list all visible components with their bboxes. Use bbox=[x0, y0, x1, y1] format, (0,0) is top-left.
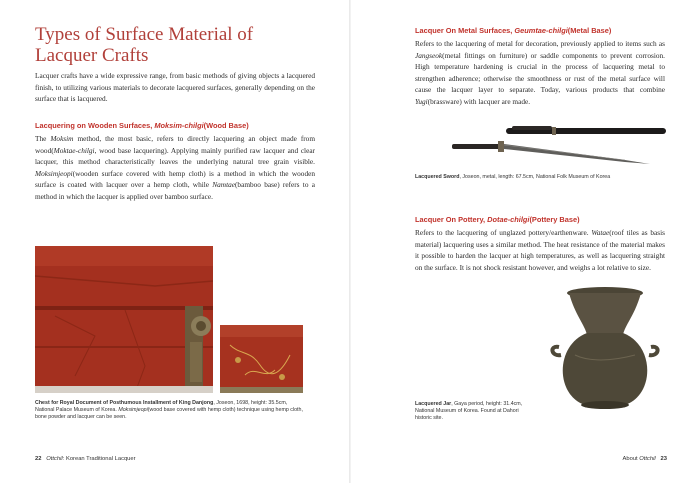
sword-photo bbox=[450, 120, 670, 170]
wood-section-body bbox=[35, 133, 315, 203]
text: Refers to the lacquering of metal for decoration, previously applied to items such as bbox=[415, 39, 665, 48]
book-subtitle: : Korean Traditional Lacquer bbox=[62, 456, 136, 462]
metal-section-body bbox=[415, 38, 665, 108]
term: Moktae-chilgi bbox=[53, 145, 95, 155]
metal-heading-suffix: (Metal Base) bbox=[567, 26, 612, 35]
chest-detail-photo bbox=[220, 325, 303, 393]
term: Watae bbox=[591, 228, 610, 237]
caption-title: Lacquered Jar bbox=[415, 401, 452, 407]
page-number: 22 bbox=[35, 456, 42, 462]
caption-text: , Joseon, metal, length: 67.5cm, National Folk Museum of Korea bbox=[459, 174, 611, 180]
caption-title: Chest for Royal Document of Posthumous Installment of King Danjong bbox=[35, 400, 214, 406]
left-footer bbox=[35, 456, 136, 462]
sword-caption bbox=[415, 174, 675, 181]
page-gutter bbox=[349, 0, 351, 483]
chest-photo bbox=[35, 246, 213, 393]
wood-section-heading bbox=[35, 121, 325, 130]
caption-term: Moksimjeopi bbox=[118, 407, 148, 413]
page-number: 23 bbox=[660, 456, 667, 462]
pottery-section-body bbox=[415, 227, 665, 273]
chest-caption bbox=[35, 400, 305, 421]
caption-text: , Gaya period, height: 31.4cm, National Museum of Korea. Found at Dahori historic site. bbox=[415, 401, 523, 421]
jar-caption bbox=[415, 401, 530, 422]
term: Yugi bbox=[415, 96, 428, 106]
term: Namtae bbox=[212, 180, 235, 190]
book-title: Ottchil bbox=[639, 456, 656, 462]
text: (bamboo base) refers to a method in which the lacquer is applied over bamboo surface. bbox=[35, 180, 315, 201]
pottery-heading-part: Lacquer On Pottery, bbox=[415, 215, 488, 224]
metal-section-heading bbox=[415, 26, 675, 35]
text: (roof tiles as basis material) lacquering uses a similar method. The heat resistance of the material makes it possible to harden the lacquer at high temperatures, as well as lacquering straight on the surface. It is not shock resistant however, and weighs a lot relative to size. bbox=[415, 228, 665, 272]
text: (brassware) with lacquer are made. bbox=[427, 96, 531, 106]
caption-text: (wood base covered with hemp cloth) technique using hemp cloth, bone powder and lacquer can be seen. bbox=[35, 407, 303, 420]
pottery-section-heading bbox=[415, 215, 675, 224]
footer-about: About bbox=[622, 456, 640, 462]
wood-heading-term: Moksim-chilgi bbox=[154, 121, 204, 130]
right-footer bbox=[623, 456, 668, 462]
wood-heading-suffix: (Wood Base) bbox=[203, 121, 249, 130]
term: Moksimjeopi bbox=[35, 168, 73, 178]
term: Moksim bbox=[50, 134, 74, 143]
text: method, the most basic, refers to directly lacquering an object made from wood( bbox=[35, 134, 316, 155]
book-title: Ottchil bbox=[46, 456, 63, 462]
caption-title: Lacquered Sword bbox=[415, 174, 460, 180]
text: , wood base lacquering). Applying mainly purified raw lacquer and clear lacquer, this method characteristically leaves the underlying natural tree grain visible. bbox=[35, 145, 315, 167]
text: Refers to the lacquering of unglazed pottery/earthenware. bbox=[415, 228, 592, 237]
text: (wooden surface covered with hemp cloth) is a method in which the wooden surface is coated with lacquer over a hemp cloth, while bbox=[35, 168, 315, 190]
metal-heading-term: Geumtae-chilgi bbox=[514, 26, 568, 35]
metal-heading-part: Lacquer On Metal Surfaces, bbox=[415, 26, 515, 35]
text: The bbox=[35, 134, 51, 143]
pottery-heading-term: Dotae-chilgi bbox=[487, 215, 530, 224]
intro-paragraph: Lacquer crafts have a wide expressive range, from basic methods of giving objects a lacquered finish, to utilizing various materials to decorate lacquered surfaces, generally depending on the surface that is lacquered. bbox=[35, 71, 315, 104]
pottery-heading-suffix: (Pottery Base) bbox=[529, 215, 580, 224]
text: (metal fittings on furniture) or saddle components to prevent corrosion. High temperature hardening is crucial in the process of lacquering metal to strengthen adherence; otherwise the smoothness or rust of the metal surface will cause the lacquer layer to separate. Today, various products that combine bbox=[415, 50, 665, 95]
term: Jangseok bbox=[415, 50, 443, 60]
jar-photo bbox=[545, 285, 665, 410]
page-title: Types of Surface Material of Lacquer Crafts bbox=[35, 24, 254, 66]
caption-text: , Joseon, 1698, height: 35.5cm, National Palace Museum of Korea. bbox=[35, 400, 288, 413]
wood-heading-part: Lacquering on Wooden Surfaces, bbox=[35, 121, 155, 130]
